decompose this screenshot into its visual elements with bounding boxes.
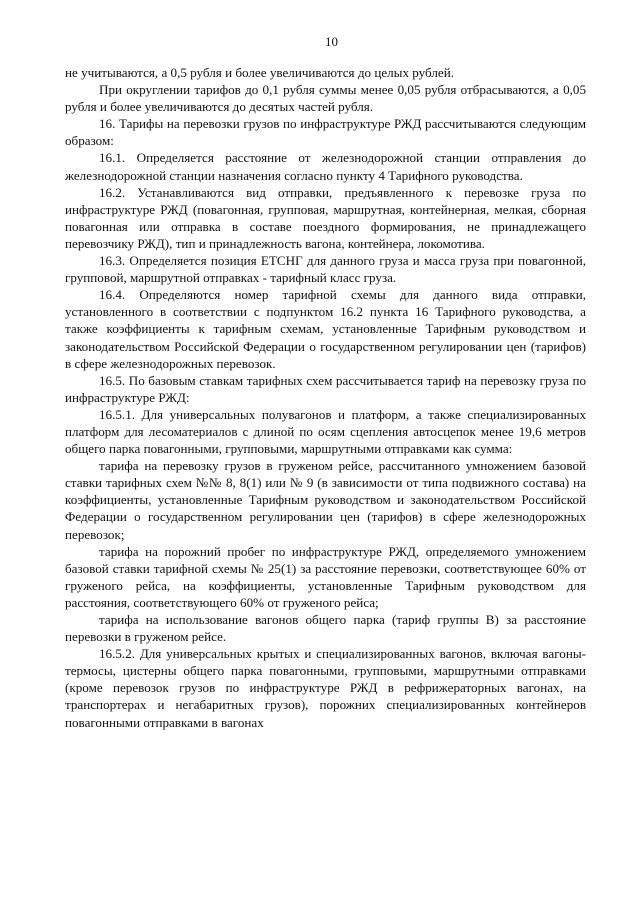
paragraph: 16.5.2. Для универсальных крытых и специализированных вагонов, включая вагоны-термосы, цистерны общего парка повагонными, групповыми, маршрутными отправками (кроме перевозок грузов по инфраструктуре РЖД в рефрижераторных вагонах, на транспортерах и негабаритных грузов), порожних специализированных контейнеров повагонными отправками в вагонах — [65, 646, 586, 730]
paragraph: 16.5.1. Для универсальных полувагонов и платформ, а также специализированных платформ для лесоматериалов с длиной по осям сцепления автосцепок менее 19,6 метров общего парка повагонными, групповыми, маршрутными отправками как сумма: — [65, 406, 586, 457]
document-body — [65, 64, 586, 731]
paragraph: 16.1. Определяется расстояние от железнодорожной станции отправления до железнодорожной станции назначения согласно пункту 4 Тарифного руководства. — [65, 150, 586, 183]
paragraph: 16.2. Устанавливаются вид отправки, предъявленного к перевозке груза по инфраструктуре РЖД (повагонная, групповая, маршрутная, контейнерная, мелкая, сборная повагонная или отправка в составе поездного формирования, не принадлежащего перевозчику РЖД), тип и принадлежность вагона, контейнера, локомотива. — [65, 184, 586, 251]
page-number: 10 — [325, 34, 338, 49]
paragraph: тарифа на порожний пробег по инфраструктуре РЖД, определяемого умножением базовой ставки тарифной схемы № 25(1) за расстояние перевозки, соответствующее 60% от груженого рейса, на коэффициенты, установленные Тарифным руководством для расстояния, соответствующего 60% от груженого рейса; — [65, 543, 586, 610]
paragraph: 16.3. Определяется позиция ЕТСНГ для данного груза и масса груза при повагонной, групповой, маршрутной отправках - тарифный класс груза. — [65, 253, 586, 286]
paragraph: 16. Тарифы на перевозки грузов по инфраструктуре РЖД рассчитываются следующим образом: — [65, 116, 586, 149]
paragraph: тарифа на перевозку грузов в груженом рейсе, рассчитанного умножением базовой ставки тарифных схем №№ 8, 8(1) или № 9 (в зависимости от типа подвижного состава) на коэффициенты, установленные Тарифным руководством и законодательством Российской Федерации о государственном регулировании цен (тарифов) в сфере железнодорожных перевозок; — [65, 458, 586, 542]
paragraph: не учитываются, а 0,5 рубля и более увеличиваются до целых рублей. — [65, 65, 455, 80]
paragraph: 16.4. Определяются номер тарифной схемы для данного вида отправки, установленного в соответствии с подпунктом 16.2 пункта 16 Тарифного руководства, а также коэффициенты к тарифным схемам, установленные Тарифным руководством и законодательством Российской Федерации о государственном регулировании цен (тарифов) в сфере железнодорожных перевозок. — [65, 287, 586, 371]
paragraph: тарифа на использование вагонов общего парка (тариф группы В) за расстояние перевозки в груженом рейсе. — [65, 612, 586, 645]
paragraph: При округлении тарифов до 0,1 рубля суммы менее 0,05 рубля отбрасываются, а 0,05 рубля и более увеличиваются до десятых частей рубля. — [65, 82, 586, 115]
paragraph: 16.5. По базовым ставкам тарифных схем рассчитывается тариф на перевозку груза по инфраструктуре РЖД: — [65, 372, 586, 405]
